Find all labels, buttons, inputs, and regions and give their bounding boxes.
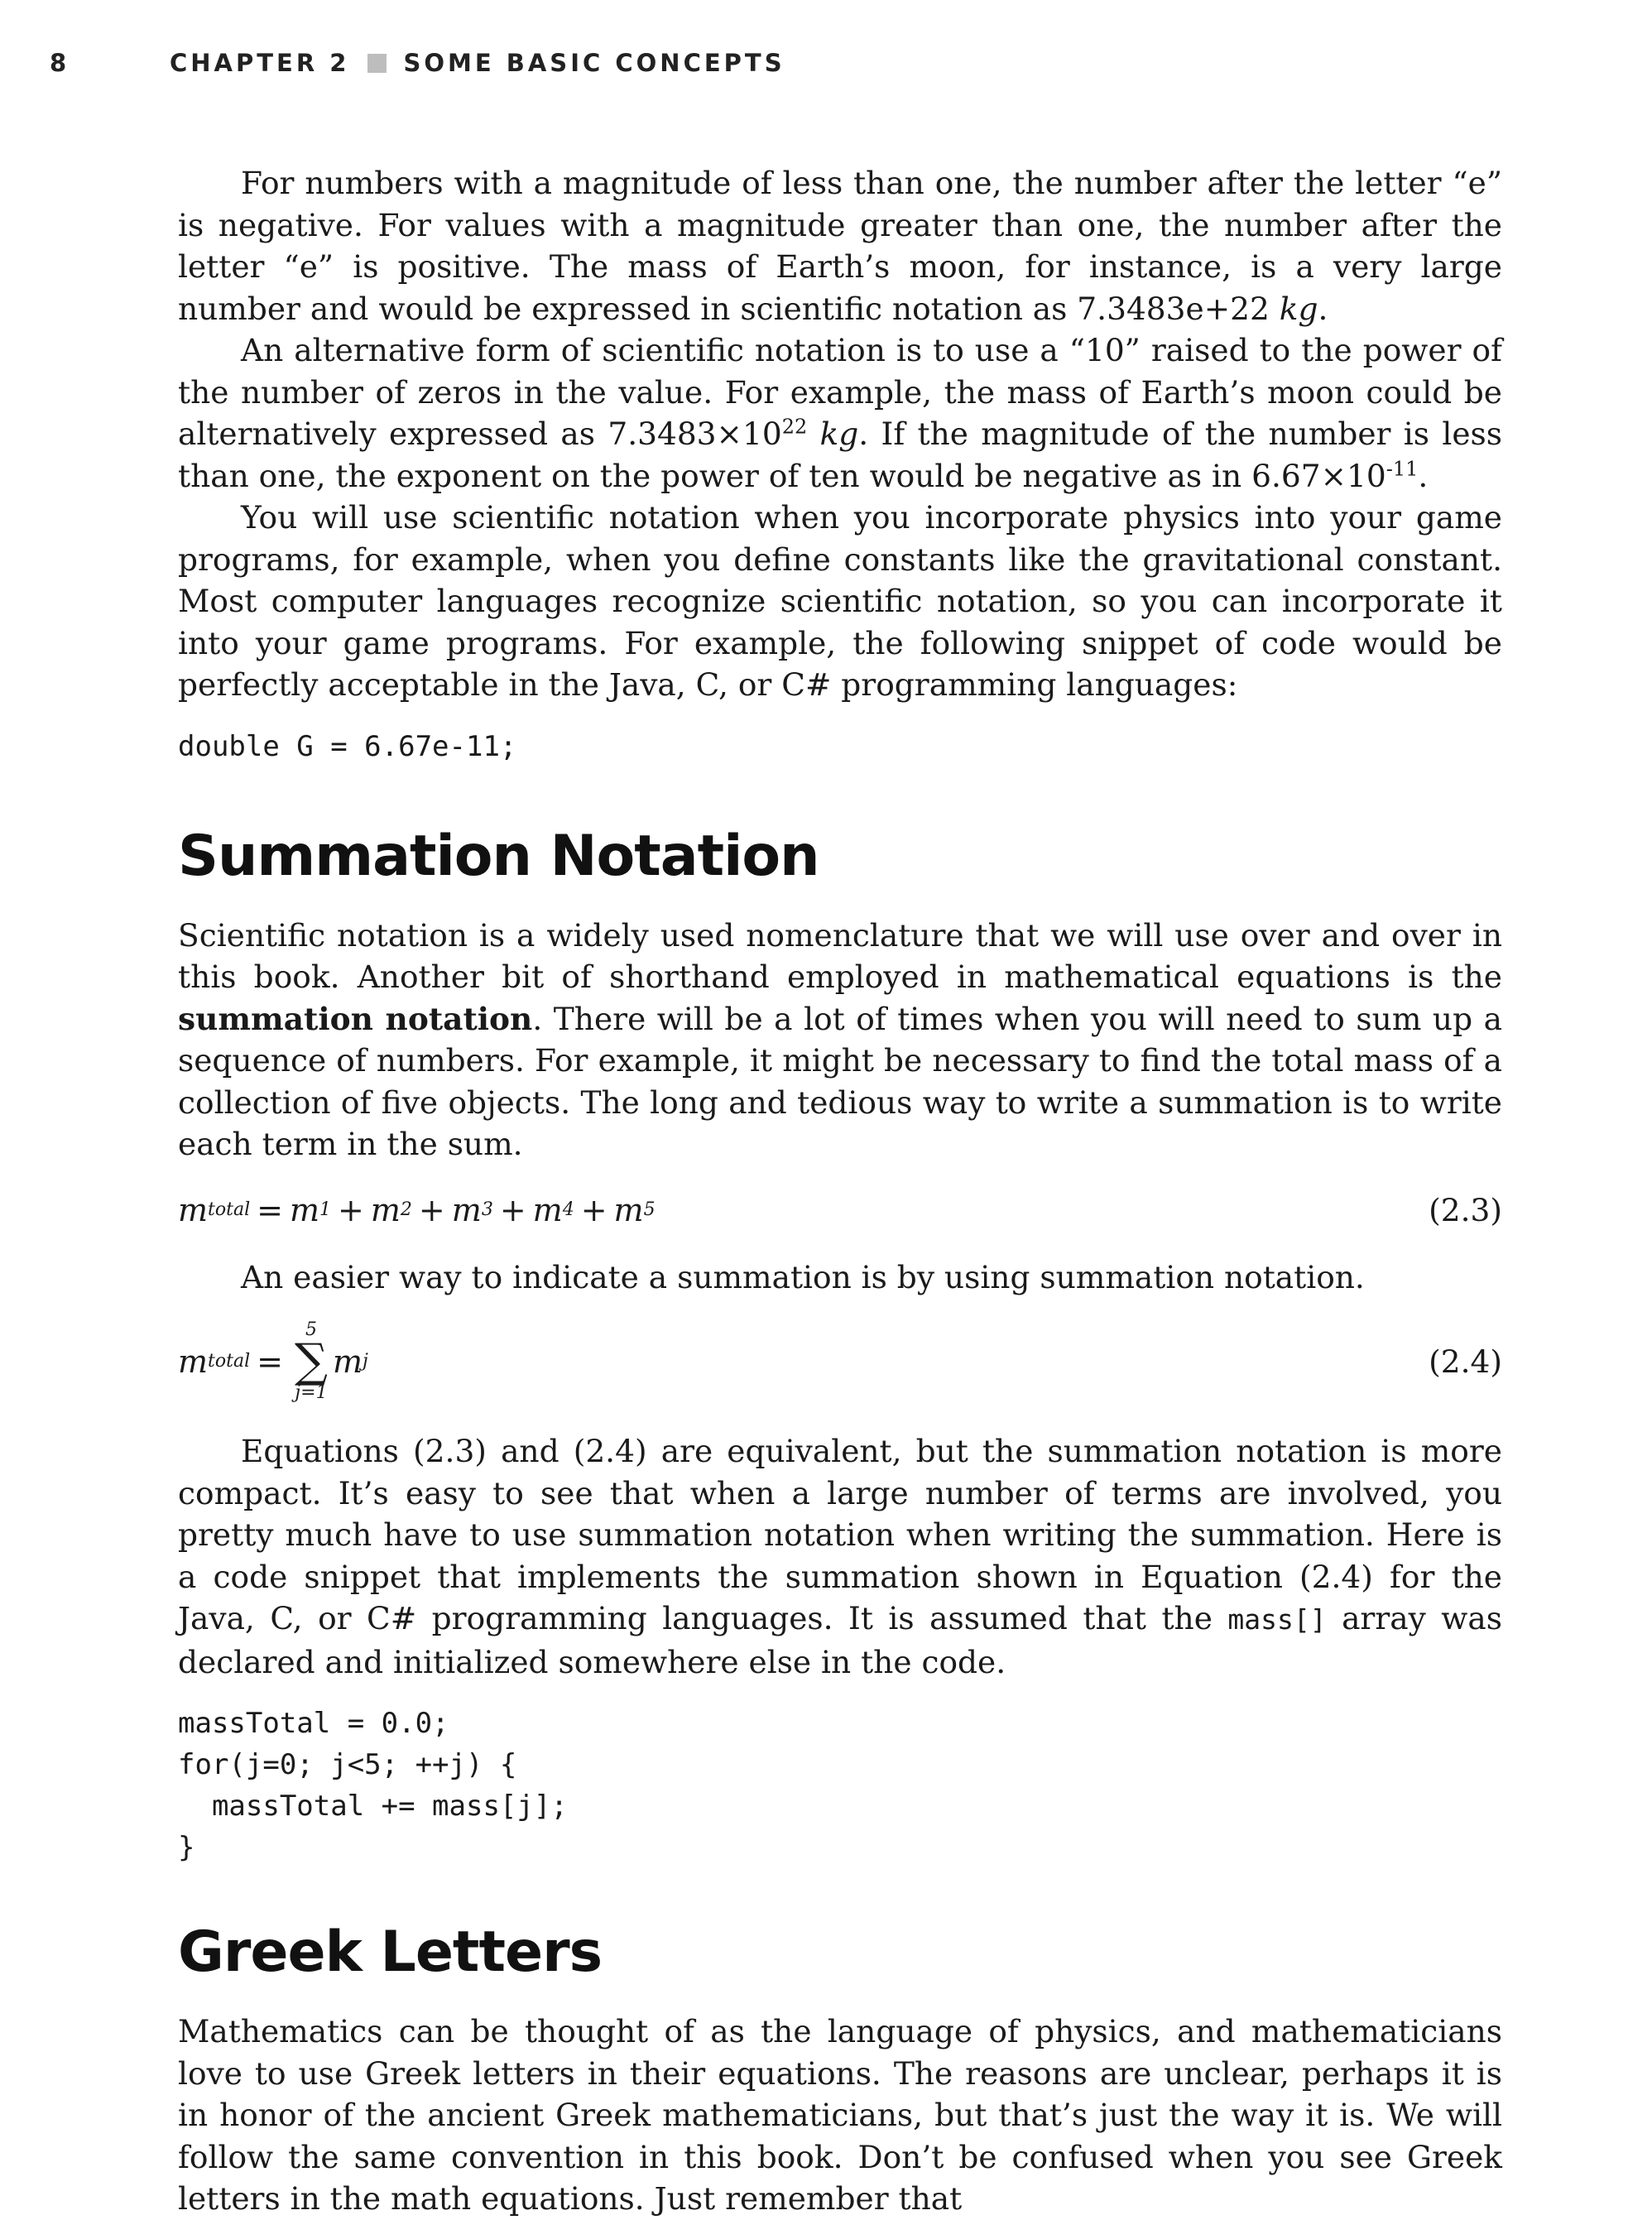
eq-var: m xyxy=(451,1191,482,1228)
eq-plus: + xyxy=(499,1191,526,1228)
period: . xyxy=(1418,457,1429,494)
paragraph-6-text-a: Equations (2.3) and (2.4) are equivalent, but the summation notation is more compact. It’s easy to see that when a large number of terms are involved, you pretty much have to use summation notation when writing the summation. Here is a code snippet that implements the summation shown in Equation (2.4) for the Java, C, or C# programming languages. It is assumed that the xyxy=(178,1433,1502,1636)
eq-var: m xyxy=(370,1191,401,1228)
paragraph-1-text: For numbers with a magnitude of less than one, the number after the letter “e” is negative. For values with a magnitude greater than one, the number after the letter “e” is positive. The mass of Earth’s moon, for instance, is a very large number and would be expressed in scientific notation as 7.3483e+22 xyxy=(178,165,1502,327)
paragraph-4-text-a: Scientific notation is a widely used nomenclature that we will use over and over in this book. Another bit of shorthand employed in mathematical equations is the xyxy=(178,916,1502,995)
chapter-label: CHAPTER 2 xyxy=(170,49,350,77)
paragraph-6 xyxy=(178,1430,1502,1683)
period: . xyxy=(1318,290,1328,327)
eq-plus: + xyxy=(418,1191,445,1228)
equation-2-4-body: m total = 5 ∑ j=1 m j xyxy=(178,1319,368,1403)
equation-number: (2.3) xyxy=(1429,1191,1502,1228)
eq-var: m xyxy=(178,1191,209,1228)
eq-equals: = xyxy=(257,1191,283,1228)
exponent-neg-11: -11 xyxy=(1385,457,1419,480)
paragraph-2 xyxy=(178,329,1502,497)
paragraph-4-text-b: . There will be a lot of times when you will need to sum up a sequence of numbers. For example, it might be necessary to find the total mass of a collection of five objects. The long and tedious way to write a summation is to write each term in the sum. xyxy=(178,1000,1502,1162)
equation-2-3-body: m total = m 1 + m 2 + m 3 + m 4 + m 5 xyxy=(178,1191,656,1228)
page-body xyxy=(178,162,1502,2220)
eq-plus: + xyxy=(338,1191,364,1228)
heading-summation-notation: Summation Notation xyxy=(178,823,819,889)
code-snippet-gravity: double G = 6.67e-11; xyxy=(178,729,517,763)
paragraph-7: Mathematics can be thought of as the language of physics, and mathematicians love to use Greek letters in their equations. The reasons are unclear, perhaps it is in honor of the ancient Greek mathematicians, but that’s just the way it is. We will follow the same convention in this book. Don’t be confused when you see Greek letters in the math equations. Just remember that xyxy=(178,2013,1502,2217)
paragraph-4 xyxy=(178,915,1502,1165)
paragraph-3: You will use scientific notation when you incorporate physics into your game programs, for example, when you define constants like the gravitational constant. Most computer languages recognize scientific notation, so you can incorporate it into your game programs. For example, the following snippet of code would be perfectly acceptable in the Java, C, or C# programming languages: xyxy=(178,499,1502,703)
code-snippet-summation: massTotal = 0.0; for(j=0; j<5; ++j) { massTotal += mass[j]; } xyxy=(178,1707,568,1864)
summation-symbol xyxy=(295,1320,328,1403)
sigma-icon: ∑ xyxy=(294,1334,328,1388)
exponent-22: 22 xyxy=(781,415,808,439)
unit-kg: kg xyxy=(819,416,859,452)
paragraph-1 xyxy=(178,162,1502,329)
chapter-title: SOME BASIC CONCEPTS xyxy=(403,49,785,77)
running-header xyxy=(50,45,1652,81)
paragraph-5: An easier way to indicate a summation is by using summation notation. xyxy=(241,1258,1365,1295)
chapter-separator-square xyxy=(367,54,387,73)
sum-upper-limit: 5 xyxy=(305,1319,317,1340)
equation-number: (2.4) xyxy=(1429,1343,1502,1380)
paragraph-6-text-b: array was declared and initialized somewhere else in the code. xyxy=(178,1600,1502,1680)
bold-term: summation notation xyxy=(178,1000,533,1037)
eq-var: m xyxy=(178,1343,209,1380)
eq-var: m xyxy=(532,1191,563,1228)
equation-2-4 xyxy=(178,1316,1502,1407)
eq-var: m xyxy=(332,1343,363,1380)
eq-equals: = xyxy=(257,1343,283,1380)
paragraph-2-text-a: An alternative form of scientific notation is to use a “10” raised to the power of the number of zeros in the value. For example, the mass of Earth’s moon could be alternatively expressed as 7.3483×10 xyxy=(178,332,1502,452)
paragraph-2-text-b: . If the magnitude of the number is less than one, the exponent on the power of ten would be negative as in 6.67×10 xyxy=(178,416,1502,494)
eq-var: m xyxy=(613,1191,644,1228)
sum-lower-limit: j=1 xyxy=(295,1382,328,1403)
eq-plus: + xyxy=(580,1191,607,1228)
heading-greek-letters: Greek Letters xyxy=(178,1920,603,1985)
page-number: 8 xyxy=(50,49,70,77)
unit-kg: kg xyxy=(1279,290,1318,327)
eq-var: m xyxy=(289,1191,320,1228)
inline-code-mass: mass[] xyxy=(1227,1603,1327,1636)
equation-2-3 xyxy=(178,1187,1502,1233)
